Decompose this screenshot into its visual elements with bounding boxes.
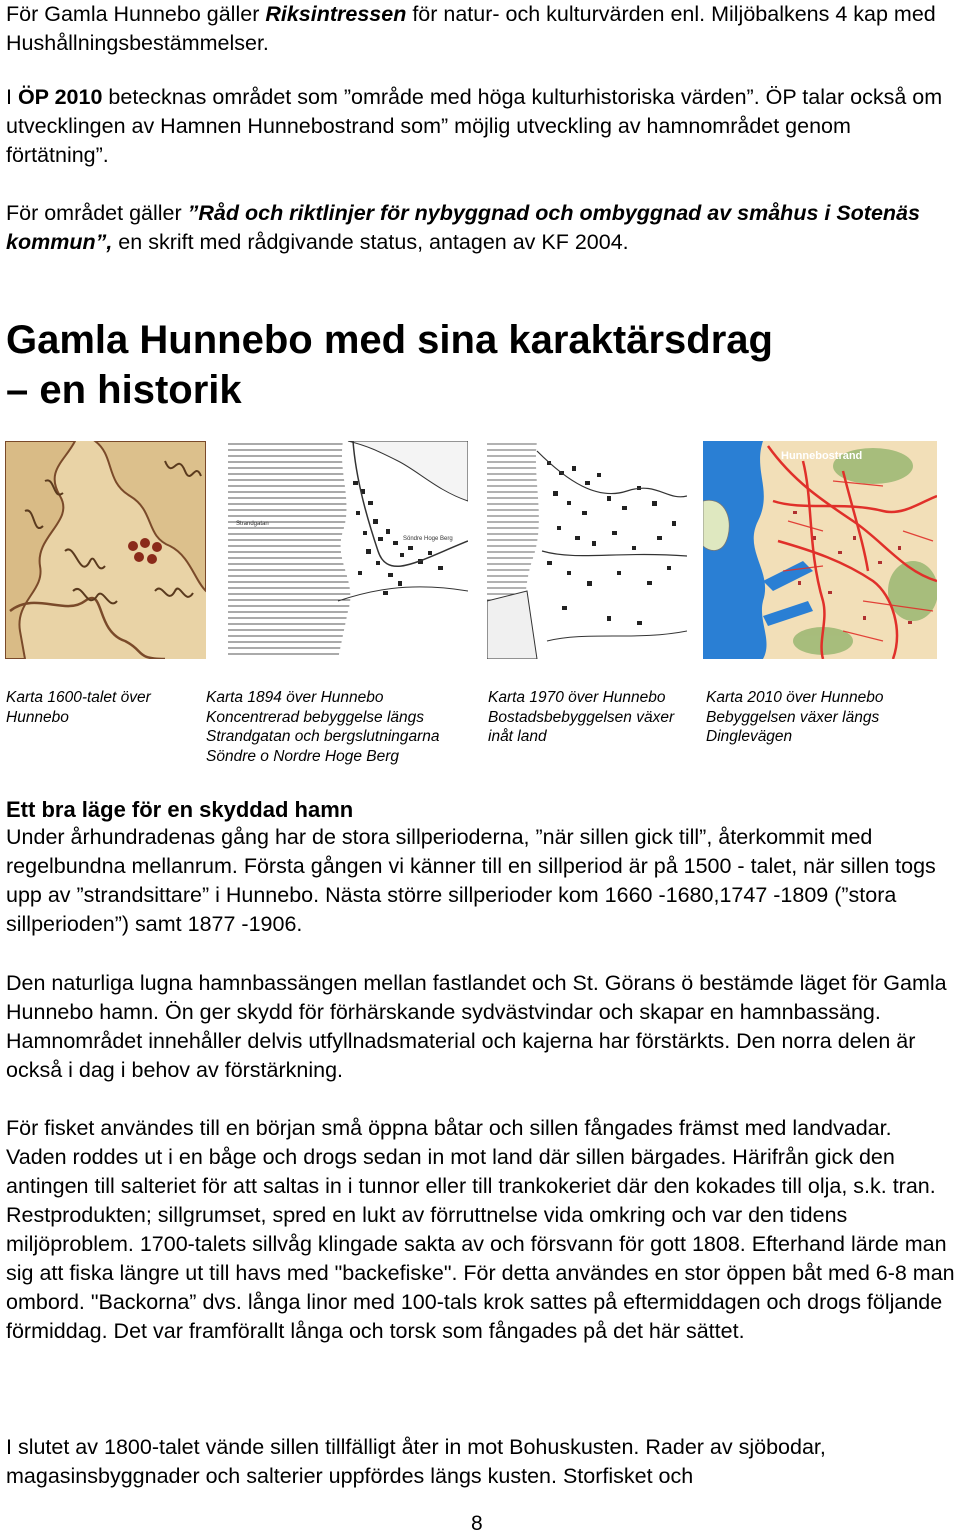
- emphasis: ÖP 2010: [17, 85, 103, 109]
- caption-map-1970: [488, 688, 674, 747]
- caption-map-1600s: [6, 688, 151, 727]
- text: I: [6, 85, 18, 109]
- text: för natur- och kulturvärden enl. Miljöbalkens 4 kap med Hushållningsbestämmelser.: [6, 2, 936, 55]
- caption-line: Hunnebo: [6, 708, 69, 726]
- emphasis: Riksintressen: [265, 2, 407, 26]
- caption-line: Strandgatan och bergslutningarna: [206, 728, 440, 745]
- map-1970-image: [487, 441, 687, 659]
- caption-line: Koncentrerad bebyggelse längs: [206, 708, 425, 726]
- map-label-strandgatan: Strandgatan: [236, 521, 269, 527]
- page-heading-line-2: – en historik: [6, 368, 242, 412]
- caption-line: inåt land: [488, 728, 547, 745]
- caption-line: Bebyggelsen växer längs: [706, 708, 880, 726]
- caption-map-1894: [206, 688, 440, 766]
- caption-line: Karta 1970 över Hunnebo: [488, 689, 666, 706]
- section-paragraph-hamnbassang: Den naturliga lugna hamnbassängen mellan fastlandet och St. Görans ö bestämde läget för Gamla Hunnebo hamn. Ön ger skydd för förhärskande sydvästvindar och skapar en hamnbassäng. Hamnområdet innehåller delvis utfyllnadsmaterial och kajerna har förstärkts. Den norra delen är också i dag i behov av förstärkning.: [6, 971, 947, 1082]
- section-paragraph-sillperioder: Under århundradenas gång har de stora sillperioderna, ”när sillen gick till”, återkommit med regelbundna mellanrum. Första gången vi känner till en sillperiod är på 1500 - talet, när sillen togs upp av ”strandsittare” i Hunnebo. Nästa större sillperioder kom 1660 -1680,1747 -1809 (”stora sillperioden”) samt 1877 -1906.: [6, 825, 936, 936]
- page-heading-line-1: Gamla Hunnebo med sina karaktärsdrag: [6, 318, 773, 362]
- page-number: 8: [471, 1512, 483, 1535]
- text: betecknas området som ”område med höga kulturhistoriska värden”. ÖP talar också om utvecklingen av Hamnen Hunnebostrand som” möjlig utveckling av hamnområdet genom förtätning”.: [6, 85, 943, 167]
- caption-line: Dinglevägen: [706, 728, 793, 745]
- section-title: Ett bra läge för en skyddad hamn: [6, 797, 354, 822]
- text: För Gamla Hunnebo gäller: [6, 2, 266, 26]
- caption-line: Karta 1600-talet över: [6, 689, 151, 706]
- intro-paragraph-riksintresse: [6, 0, 956, 58]
- map-1894-image: [228, 441, 468, 659]
- text: en skrift med rådgivande status, antagen av KF 2004.: [112, 230, 629, 254]
- caption-line: Karta 2010 över Hunnebo: [706, 689, 884, 706]
- map-label-hunnebostrand: Hunnebostrand: [781, 450, 863, 462]
- map-label-sondre-hoge-berg: Söndre Hoge Berg: [403, 536, 453, 542]
- intro-paragraph-op2010: [6, 83, 956, 170]
- map-2010-image: [703, 441, 937, 659]
- caption-line: Söndre o Nordre Hoge Berg: [206, 747, 400, 765]
- section-paragraph-1800-talet: I slutet av 1800-talet vände sillen tillfälligt åter in mot Bohuskusten. Rader av sjöbodar, magasinsbyggnader och salterier uppfördes längs kusten. Storfisket och: [6, 1435, 826, 1488]
- intro-paragraph-rad-riktlinjer: [6, 199, 956, 257]
- caption-map-2010: [706, 688, 884, 747]
- caption-line: Karta 1894 över Hunnebo: [206, 689, 384, 706]
- text: För området gäller: [6, 201, 188, 225]
- emphasis: ”Råd och riktlinjer för nybyggnad och ombyggnad av småhus i Sotenäs kommun”,: [6, 201, 920, 254]
- caption-line: Bostadsbebyggelsen växer: [488, 708, 675, 726]
- map-1600s-image: [5, 441, 206, 659]
- section-paragraph-fisket: För fisket användes till en början små öppna båtar och sillen fångades främst med landvadar. Vaden roddes ut i en båge och drogs sedan in mot land där sillen bärgades. Härifrån gick den antingen till salteriet för att saltas in i tunnor eller till trankokeriet där den kokades till olja, s.k. tran. Restprodukten; sillgrumset, spred en lukt av förruttnelse vida omkring och var den tidens miljöproblem. 1700-talets sillvåg klingade sakta av och försvann för gott 1808. Efterhand lärde man sig att fiska längre ut till havs med "backefiske". För detta användes en stor öppen båt med 6-8 man ombord. "Backorna” dvs. långa linor med 100-tals krok sattes på eftermiddagen och drogs följande förmiddag. Det var framförallt långa och torsk som fångades på det här sättet.: [6, 1116, 955, 1343]
